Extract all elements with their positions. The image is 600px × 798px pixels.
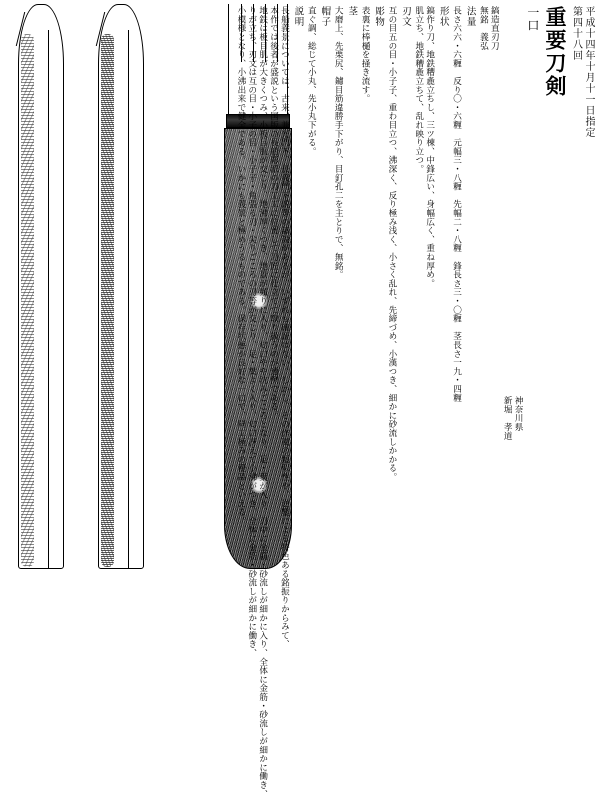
hamon-line-1: 互の目五の目・小子子、重わ目立つ、沸深く、反り極み浅く、小さく乱れ、先締づめ、小漢つき、細かに砂流しかかる。 [386,6,397,482]
blade-type-label: 鎬造直刃刀 [489,6,500,50]
section-label-shape: 形状 [437,6,449,27]
section-boshi [304,6,331,567]
explanation-line-5: 小模様となり、小沸出来で健全である。いかにも義景と極めうるものである。保存状態が良好な一口で、同工極みの優品といえる。 [235,6,246,526]
section-explanation [234,6,304,798]
shape-line-1: 鎬作り刀、地鉄糟麁立ちし、三ツ棟、中鋒広い、身幅広く、重ね厚め。 [424,6,435,288]
explanation-line-2: 本作では後者が盛説という国版の長船彫派の刀工工に位置して刀匠に仕立てて取り扱うのが通例である。 [268,6,279,420]
session-number: 第四十八回 [570,6,582,61]
explanation-line-3: 地鉄は板目肌が大きくつみ、小板目肌が交じり、地沸厚くつき、地景が頻りに入り、匂口やや沈みごころとなり、足・葉が入り、刃中に金筋・砂流しが細かに入り、全体に金筋・砂流しが細かに働き、 [257,6,268,798]
section-label-explanation: 説明 [292,6,304,27]
blade-drawing-left [18,4,64,569]
designation-date: 平成十四年十月十一日指定 [583,6,594,138]
section-label-measurements: 法量 [464,6,476,27]
blade-drawing-right [98,4,144,569]
shinogi-line [48,30,49,569]
section-measurements [450,6,477,567]
boshi-line-1: 直ぐ調、総じて小丸、先小丸下がる。 [306,6,317,156]
shape-line-2: 肌立ち、地鉄糟麁立ちて、乱れ映り立つ。 [413,6,424,174]
section-hamon [385,6,412,567]
shinogi-line [128,30,129,569]
explanation-line-1: 長船義景については、古来、兼光門下、長義門下説等の諸説があるが、いずれも確証はない。しかし、その作風の類似性や、逆鏨による特色ある銘振りからみて、 [279,6,290,649]
header-group [522,6,594,567]
owner-group [500,6,522,567]
section-carving [358,6,385,567]
blade-type-group [477,6,499,567]
blade-illustrations [0,0,200,573]
section-tang [331,6,358,567]
section-shape [412,6,450,567]
measurements-line: 長さ六六・六糎 反り〇・六糎 元幅三・八糎 先幅二・八糎 鋒長さ三・〇糎 茎長さ一九・四糎 [451,6,462,402]
signature-label: 無銘 義弘 [478,6,489,50]
hamon-temper-line [101,34,114,567]
section-label-carving: 彫物 [373,6,385,27]
owner-prefecture: 神奈川県 [513,396,524,432]
tang-line-1: 大磨上、先栗尻、鑢目筋違勝手下がり、目釘孔二を主とりで、無銘。 [333,6,344,279]
category-title: 重要刀剣 [543,6,568,98]
hamon-temper-line [21,34,34,567]
owner-name: 新堀 孝道 [502,396,513,440]
item-count: 一口 [525,6,540,32]
explanation-line-4: りが立ち、刃文は互の目・小子の目・小子子・角張る刃・尖りごころの刃等が交じり、足・葉よく入り、匂口冴えて小沸がつき、全体に金筋・砂流しが細かに働き、 [246,6,257,658]
section-label-boshi: 帽子 [319,6,331,27]
carving-line-1: 表裏に棒樋を掻き流す。 [360,6,371,103]
section-label-hamon: 刃文 [399,6,411,27]
catalog-text-block [235,0,600,798]
section-label-tang: 茎 [346,6,358,17]
